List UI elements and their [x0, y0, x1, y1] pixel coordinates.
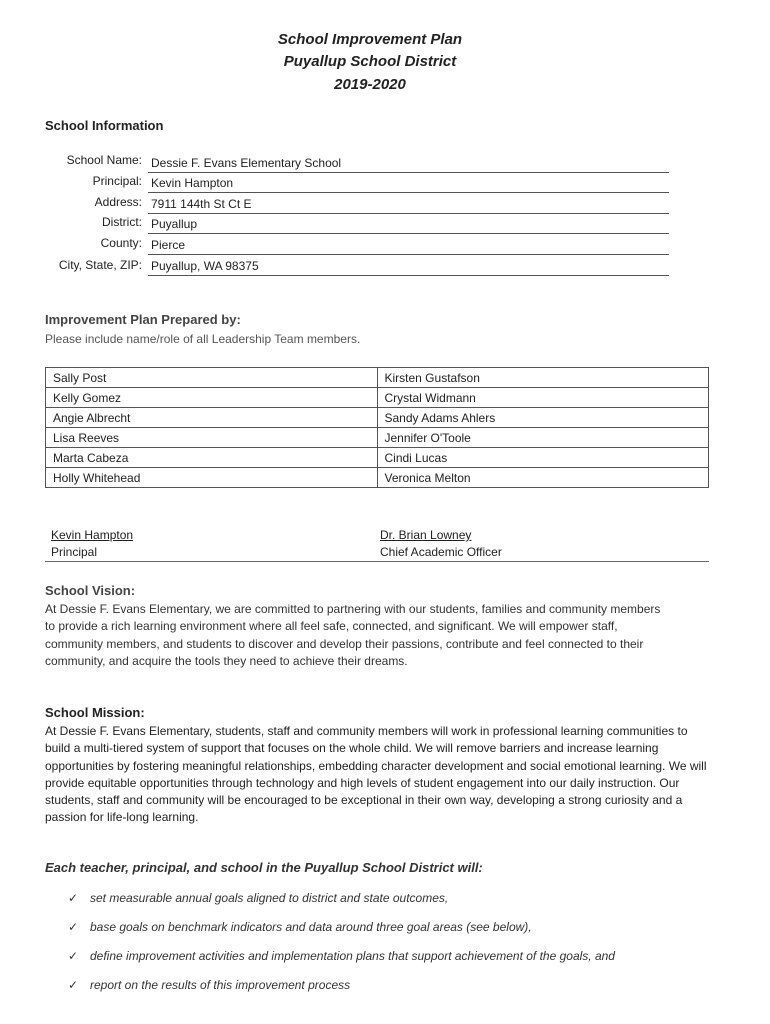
checkmark-icon: ✓ [68, 891, 79, 905]
cao-signature-role: Chief Academic Officer [380, 545, 502, 559]
list-item-text: set measurable annual goals aligned to district and state outcomes, [90, 891, 449, 905]
district-value: Puyallup [148, 216, 669, 234]
table-cell: Kelly Gomez [46, 388, 378, 408]
principal-value: Kevin Hampton [148, 175, 669, 193]
checkmark-icon: ✓ [68, 920, 79, 934]
checkmark-icon: ✓ [68, 949, 79, 963]
table-row [46, 388, 709, 408]
mission-heading: School Mission: [45, 705, 145, 720]
county-value: Pierce [148, 237, 669, 255]
table-row [46, 408, 709, 428]
table-cell: Cindi Lucas [377, 448, 709, 468]
table-cell: Holly Whitehead [46, 468, 378, 488]
table-cell: Jennifer O'Toole [377, 428, 709, 448]
title-line-3: 2019-2020 [334, 76, 406, 93]
table-cell: Marta Cabeza [46, 448, 378, 468]
prepared-by-heading: Improvement Plan Prepared by: [45, 312, 241, 327]
list-item [68, 891, 448, 905]
school-info-heading: School Information [45, 118, 164, 133]
table-cell: Sally Post [46, 368, 378, 388]
title-line-2: Puyallup School District [283, 53, 457, 70]
list-item [68, 978, 350, 992]
checkmark-icon: ✓ [68, 978, 79, 992]
leadership-team-table [45, 367, 709, 488]
school-name-value: Dessie F. Evans Elementary School [148, 155, 669, 173]
district-label: District: [102, 215, 142, 229]
table-row [46, 368, 709, 388]
table-row [46, 468, 709, 488]
table-row [46, 428, 709, 448]
district-will-heading: Each teacher, principal, and school in the Puyallup School District will: [45, 860, 483, 875]
table-cell: Lisa Reeves [46, 428, 378, 448]
table-cell: Angie Albrecht [46, 408, 378, 428]
list-item-text: report on the results of this improvement process [90, 978, 351, 992]
city-state-zip-value: Puyallup, WA 98375 [148, 258, 669, 276]
principal-signature-name: Kevin Hampton [51, 528, 134, 542]
list-item [68, 949, 615, 963]
vision-heading: School Vision: [45, 583, 136, 598]
school-name-label: School Name: [66, 153, 142, 167]
cao-signature-name: Dr. Brian Lowney [380, 528, 472, 542]
vision-text: At Dessie F. Evans Elementary, we are committed to partnering with our students, families and community members to provide a rich learning environment where all feel safe, connected, and significant. We will empower staff, community members, and students to discover and develop their passions, contribute and feel connected to their community, and acquire the tools they need to achieve their dreams. [45, 602, 661, 668]
table-cell: Crystal Widmann [377, 388, 709, 408]
table-cell: Veronica Melton [377, 468, 709, 488]
table-row [46, 448, 709, 468]
principal-label: Principal: [92, 174, 142, 188]
city-state-zip-label: City, State, ZIP: [58, 258, 142, 272]
prepared-by-note: Please include name/role of all Leadership Team members. [45, 332, 361, 346]
list-item [68, 920, 532, 934]
title-line-1: School Improvement Plan [277, 31, 463, 48]
address-value: 7911 144th St Ct E [148, 196, 669, 214]
list-item-text: define improvement activities and implementation plans that support achievement of the goals, and [90, 949, 615, 963]
table-cell: Sandy Adams Ahlers [377, 408, 709, 428]
address-label: Address: [94, 195, 142, 209]
mission-text: At Dessie F. Evans Elementary, students, staff and community members will work in professional learning communities to build a multi-tiered system of support that focuses on the whole child. We will remove barriers and increase learning opportunities by fostering meaningful relationships, embedding character development and social emotional learning. We will provide equitable opportunities through technology and high levels of student engagement into our daily instruction. Our students, staff and community will be encouraged to be exceptional in their own way, developing a strong curiosity and a passion for life-long learning. [45, 724, 707, 825]
signature-divider [45, 561, 709, 562]
list-item-text: base goals on benchmark indicators and data around three goal areas (see below), [90, 920, 532, 934]
principal-signature-role: Principal [51, 545, 98, 559]
county-label: County: [100, 236, 142, 250]
table-cell: Kirsten Gustafson [377, 368, 709, 388]
